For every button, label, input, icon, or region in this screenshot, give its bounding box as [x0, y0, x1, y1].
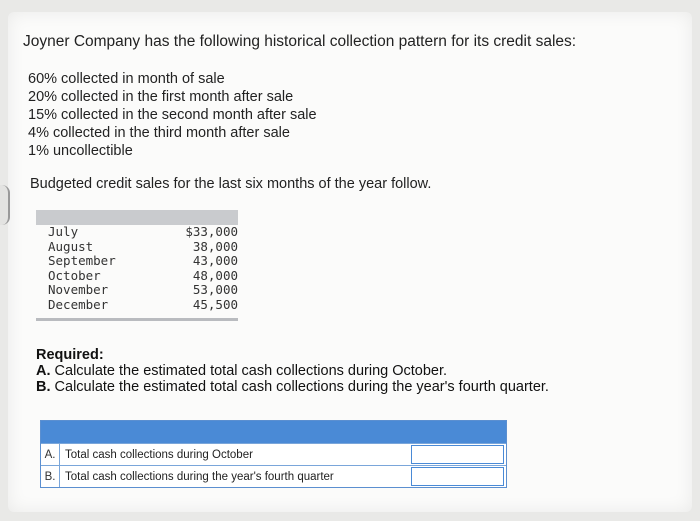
- required-text: Calculate the estimated total cash collections during October.: [54, 363, 448, 379]
- required-heading: Required:: [36, 347, 104, 363]
- month-cell: August: [48, 238, 94, 254]
- table-row: [36, 269, 238, 284]
- pattern-item: 4% collected in the third month after sale: [28, 125, 290, 141]
- table-footer-bar: [36, 318, 238, 321]
- table-row: [36, 240, 238, 255]
- month-cell: December: [48, 296, 109, 312]
- required-letter: A.: [36, 363, 51, 379]
- fourth-quarter-collections-input[interactable]: [411, 467, 504, 486]
- answer-table: [40, 420, 507, 488]
- page-edge: [0, 185, 10, 225]
- answer-letter: A.: [41, 444, 60, 465]
- amount-cell: 48,000: [192, 267, 238, 283]
- october-collections-input[interactable]: [411, 445, 504, 464]
- table-row: [36, 298, 238, 313]
- pattern-item: 20% collected in the first month after sale: [28, 89, 294, 105]
- month-cell: July: [48, 224, 79, 239]
- answer-table-header: [41, 421, 506, 443]
- required-section: [36, 347, 549, 395]
- answer-label: Total cash collections during the year's fourth quarter: [65, 470, 334, 483]
- collection-pattern-list: [28, 70, 317, 160]
- required-text: Calculate the estimated total cash collections during the year's fourth quarter.: [54, 379, 549, 395]
- required-item-b: [36, 379, 549, 395]
- amount-cell: 45,500: [192, 296, 238, 312]
- amount-cell: 43,000: [192, 253, 238, 268]
- pattern-item: 15% collected in the second month after sale: [28, 107, 317, 123]
- answer-label: Total cash collections during October: [65, 448, 253, 461]
- answer-row-b: [41, 465, 506, 487]
- pattern-item: 60% collected in month of sale: [28, 71, 225, 87]
- amount-cell: 38,000: [192, 238, 238, 254]
- month-cell: October: [48, 267, 101, 283]
- answer-row-a: [41, 443, 506, 465]
- amount-cell: 53,000: [192, 282, 238, 297]
- sales-intro: Budgeted credit sales for the last six months of the year follow.: [30, 176, 432, 192]
- amount-cell: $33,000: [185, 224, 238, 239]
- table-header-bar: [36, 210, 238, 225]
- problem-title: Joyner Company has the following historical collection pattern for its credit sales:: [23, 33, 577, 50]
- required-item-a: [36, 363, 549, 379]
- month-cell: September: [48, 253, 116, 268]
- credit-sales-table: [36, 210, 238, 321]
- month-cell: November: [48, 282, 109, 297]
- table-row: [36, 225, 238, 240]
- answer-letter: B.: [41, 466, 60, 487]
- table-row: [36, 254, 238, 269]
- pattern-item: 1% uncollectible: [28, 143, 133, 159]
- table-row: [36, 283, 238, 298]
- required-letter: B.: [36, 379, 51, 395]
